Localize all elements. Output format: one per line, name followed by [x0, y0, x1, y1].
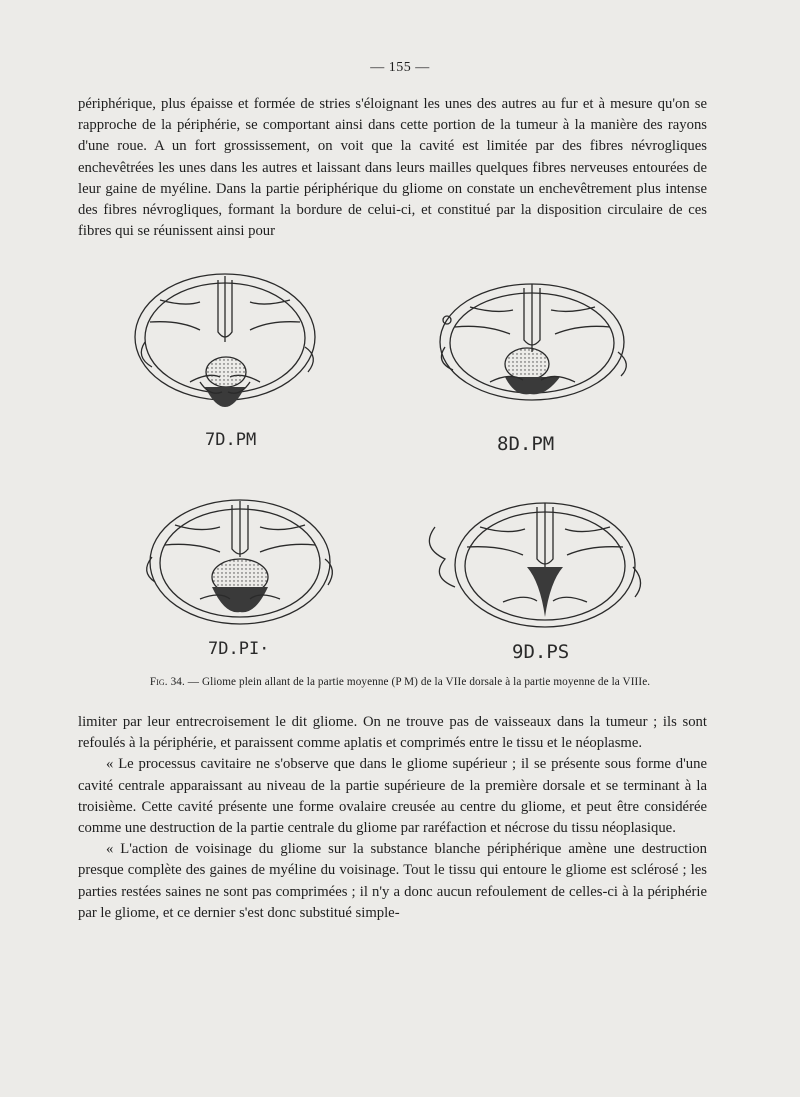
figure-caption-label: Fig. 34. — [149, 676, 185, 688]
label-7d-pm: 7D.PM — [205, 430, 257, 450]
section-9d-ps — [429, 503, 640, 627]
section-7d-pi — [147, 500, 333, 624]
paragraph-action: « L'action de voisinage du gliome sur la substance blanche périphérique amène une destruction presque complète des gaines de myéline du voisinage. Tout le tissu qui entoure le gliome est sclérosé ; les parties restées saines ne sont pas comprimées ; il n'y a donc aucun refoulement de celles-ci à la périphérie par le gliome, et ce dernier s'est donc substitué simple- — [78, 841, 707, 921]
paragraph-continuation: limiter par leur entrecroisement le dit gliome. On ne trouve pas de vaisseaux dans la tumeur ; ils sont refoulés à la périphérie, et paraissent comme aplatis et comprimés entre le tissu et le néoplasme. — [78, 714, 707, 752]
label-8d-pm: 8D.PM — [497, 433, 555, 455]
figure-34 — [130, 262, 670, 672]
spinal-cord-sections-drawing — [130, 262, 670, 672]
label-9d-ps: 9D.PS — [512, 641, 570, 663]
body-paragraphs-bottom — [78, 712, 707, 924]
figure-caption — [0, 676, 800, 688]
label-7d-pi: 7D.PI· — [208, 639, 270, 659]
paragraph-continued: périphérique, plus épaisse et formée de stries s'éloignant les unes des autres au fur et à mesure qu'on se rapproche de la périphérie, se comportant ainsi dans cette portion de la tumeur à la manière des rayons d'une roue. A un fort grossissement, on voit que la cavité est limitée par des fibres névrogliques enchevêtrées les unes dans les autres et laissant dans leurs mailles quelques fibres nerveuses entourées de leur gaine de myéline. Dans la partie périphérique du gliome on constate un enchevêtrement plus intense des fibres névrogliques, formant la bordure de celui-ci, et constitué par la disposition circulaire de ces fibres qui se réunissent ainsi pour — [78, 96, 707, 240]
paragraph-cavity: « Le processus cavitaire ne s'observe que dans le gliome supérieur ; il se présente sous forme d'une cavité centrale apparaissant au niveau de la partie supérieure de la première dorsale et se terminant à la troisième. Cette cavité présente une forme ovalaire creusée au centre du gliome, et peut être considérée comme une destruction de la partie centrale du gliome par raréfaction et nécrose du tissu néoplasique. — [78, 756, 707, 837]
section-7d-pm — [135, 274, 315, 407]
body-paragraph-top — [78, 94, 707, 242]
page-number: — 155 — — [370, 60, 430, 75]
section-8d-pm — [440, 284, 626, 400]
figure-caption-text: — Gliome plein allant de la partie moyenne (P M) de la VIIe dorsale à la partie moyenne de la VIIIe. — [184, 676, 651, 688]
